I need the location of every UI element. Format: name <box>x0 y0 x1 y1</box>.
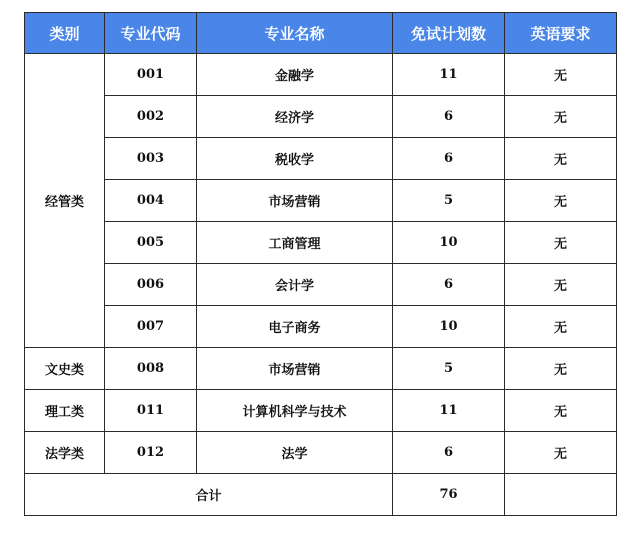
table-row <box>25 432 617 474</box>
major-name-cell: 市场营销 <box>197 348 393 390</box>
code-cell: 002 <box>105 96 197 138</box>
code-cell: 011 <box>105 390 197 432</box>
total-label: 合计 <box>25 474 393 516</box>
code-cell: 007 <box>105 306 197 348</box>
category-cell: 文史类 <box>25 348 105 390</box>
total-row <box>25 474 617 516</box>
major-name-cell: 工商管理 <box>197 222 393 264</box>
english-cell: 无 <box>505 222 617 264</box>
major-name-cell: 税收学 <box>197 138 393 180</box>
total-english <box>505 474 617 516</box>
english-cell: 无 <box>505 54 617 96</box>
english-cell: 无 <box>505 264 617 306</box>
english-cell: 无 <box>505 348 617 390</box>
table-row <box>25 96 617 138</box>
code-cell: 012 <box>105 432 197 474</box>
english-cell: 无 <box>505 432 617 474</box>
table-row <box>25 138 617 180</box>
table-row <box>25 306 617 348</box>
plan-cell: 10 <box>393 306 505 348</box>
plan-cell: 6 <box>393 96 505 138</box>
code-cell: 006 <box>105 264 197 306</box>
table-row <box>25 264 617 306</box>
category-cell: 法学类 <box>25 432 105 474</box>
plan-cell: 6 <box>393 264 505 306</box>
table-row <box>25 180 617 222</box>
header-code: 专业代码 <box>105 13 197 54</box>
major-name-cell: 经济学 <box>197 96 393 138</box>
table-row <box>25 348 617 390</box>
category-cell: 经管类 <box>25 54 105 348</box>
english-cell: 无 <box>505 96 617 138</box>
english-cell: 无 <box>505 138 617 180</box>
total-plan: 76 <box>393 474 505 516</box>
plan-cell: 6 <box>393 138 505 180</box>
english-cell: 无 <box>505 390 617 432</box>
header-row <box>25 13 617 54</box>
header-category: 类别 <box>25 13 105 54</box>
header-name: 专业名称 <box>197 13 393 54</box>
major-name-cell: 会计学 <box>197 264 393 306</box>
major-name-cell: 金融学 <box>197 54 393 96</box>
major-name-cell: 市场营销 <box>197 180 393 222</box>
table-row <box>25 390 617 432</box>
code-cell: 003 <box>105 138 197 180</box>
code-cell: 004 <box>105 180 197 222</box>
english-cell: 无 <box>505 180 617 222</box>
table-row <box>25 54 617 96</box>
english-cell: 无 <box>505 306 617 348</box>
plan-cell: 6 <box>393 432 505 474</box>
majors-table <box>24 12 617 516</box>
header-english: 英语要求 <box>505 13 617 54</box>
plan-cell: 11 <box>393 54 505 96</box>
code-cell: 001 <box>105 54 197 96</box>
plan-cell: 5 <box>393 180 505 222</box>
header-plan: 免试计划数 <box>393 13 505 54</box>
plan-cell: 10 <box>393 222 505 264</box>
plan-cell: 11 <box>393 390 505 432</box>
table-row <box>25 222 617 264</box>
major-name-cell: 法学 <box>197 432 393 474</box>
plan-cell: 5 <box>393 348 505 390</box>
major-name-cell: 电子商务 <box>197 306 393 348</box>
major-name-cell: 计算机科学与技术 <box>197 390 393 432</box>
category-cell: 理工类 <box>25 390 105 432</box>
code-cell: 008 <box>105 348 197 390</box>
code-cell: 005 <box>105 222 197 264</box>
